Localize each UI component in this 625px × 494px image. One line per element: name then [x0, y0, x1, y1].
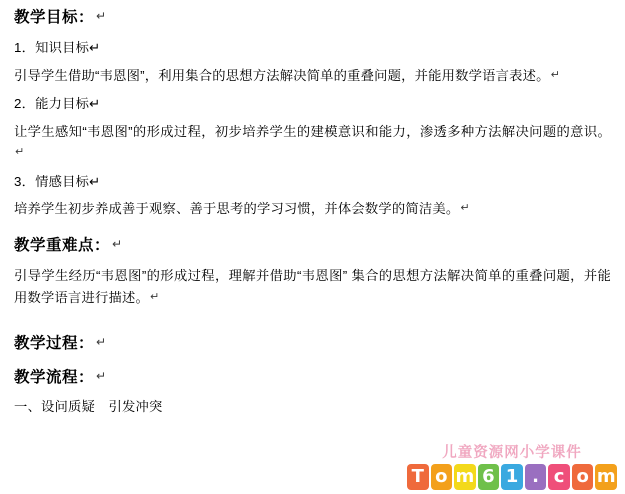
paragraph-mark: ↵ [89, 173, 101, 189]
heading-text: 教学流程： [14, 368, 95, 386]
paragraph-knowledge-goal [14, 65, 611, 87]
paragraph-mark: ↵ [149, 290, 160, 303]
watermark-letter: m [454, 464, 476, 490]
watermark-letter: o [431, 464, 453, 490]
watermark-domain [407, 464, 617, 490]
paragraph-mark: ↵ [96, 335, 107, 350]
paragraph-text: 引导学生经历“韦恩图”的形成过程，理解并借助“韦恩图” 集合的思想方法解决简单的重叠问题，并能用数学语言进行描述。 [14, 268, 611, 305]
heading-text: 教学重难点： [14, 236, 111, 254]
watermark-letter: c [548, 464, 570, 490]
paragraph-mark: ↵ [96, 368, 107, 383]
watermark-letter: o [572, 464, 594, 490]
watermark-letter: 6 [478, 464, 500, 490]
paragraph-text: 一、设问质疑 引发冲突 [14, 398, 163, 414]
paragraph-key-difficulties [14, 265, 611, 308]
paragraph-text: 培养学生初步养成善于观察、善于思考的学习习惯，并体会数学的简洁美。 [14, 201, 460, 217]
paragraph-mark: ↵ [460, 202, 470, 215]
subheading-knowledge-goal [14, 37, 611, 59]
watermark-letter: T [407, 464, 429, 490]
heading-teaching-flow [14, 366, 611, 389]
paragraph-ability-goal [14, 121, 611, 164]
paragraph-mark: ↵ [112, 236, 123, 251]
paragraph-emotional-goal [14, 198, 611, 220]
spacer [14, 315, 611, 322]
subheading-emotional-goal [14, 171, 611, 193]
paragraph-step-one [14, 397, 611, 417]
paragraph-text: 引导学生借助“韦恩图”，利用集合的思想方法解决简单的重叠问题，并能用数学语言表述。 [14, 67, 550, 83]
heading-teaching-goals [14, 6, 611, 29]
heading-teaching-process [14, 332, 611, 355]
spacer [14, 227, 611, 234]
paragraph-mark: ↵ [89, 40, 101, 56]
heading-text: 教学过程： [14, 335, 95, 353]
subheading-text: 1．知识目标 [14, 40, 90, 56]
subheading-text: 3．情感目标 [14, 173, 90, 189]
watermark-letter: 1 [501, 464, 523, 490]
paragraph-text: 让学生感知“韦恩图”的形成过程，初步培养学生的建模意识和能力，渗透多种方法解决问题的意识。 [14, 123, 611, 139]
heading-key-difficulties [14, 234, 611, 257]
watermark-letter: . [525, 464, 547, 490]
subheading-text: 2．能力目标 [14, 96, 90, 112]
subheading-ability-goal [14, 93, 611, 115]
paragraph-mark: ↵ [96, 9, 107, 23]
watermark-letter: m [595, 464, 617, 490]
paragraph-mark: ↵ [15, 146, 25, 159]
heading-text: 教学目标： [14, 9, 95, 26]
watermark-site-name: 儿童资源网小学课件 [442, 444, 582, 461]
paragraph-mark: ↵ [550, 68, 561, 81]
paragraph-mark: ↵ [89, 96, 101, 112]
watermark [407, 445, 617, 490]
